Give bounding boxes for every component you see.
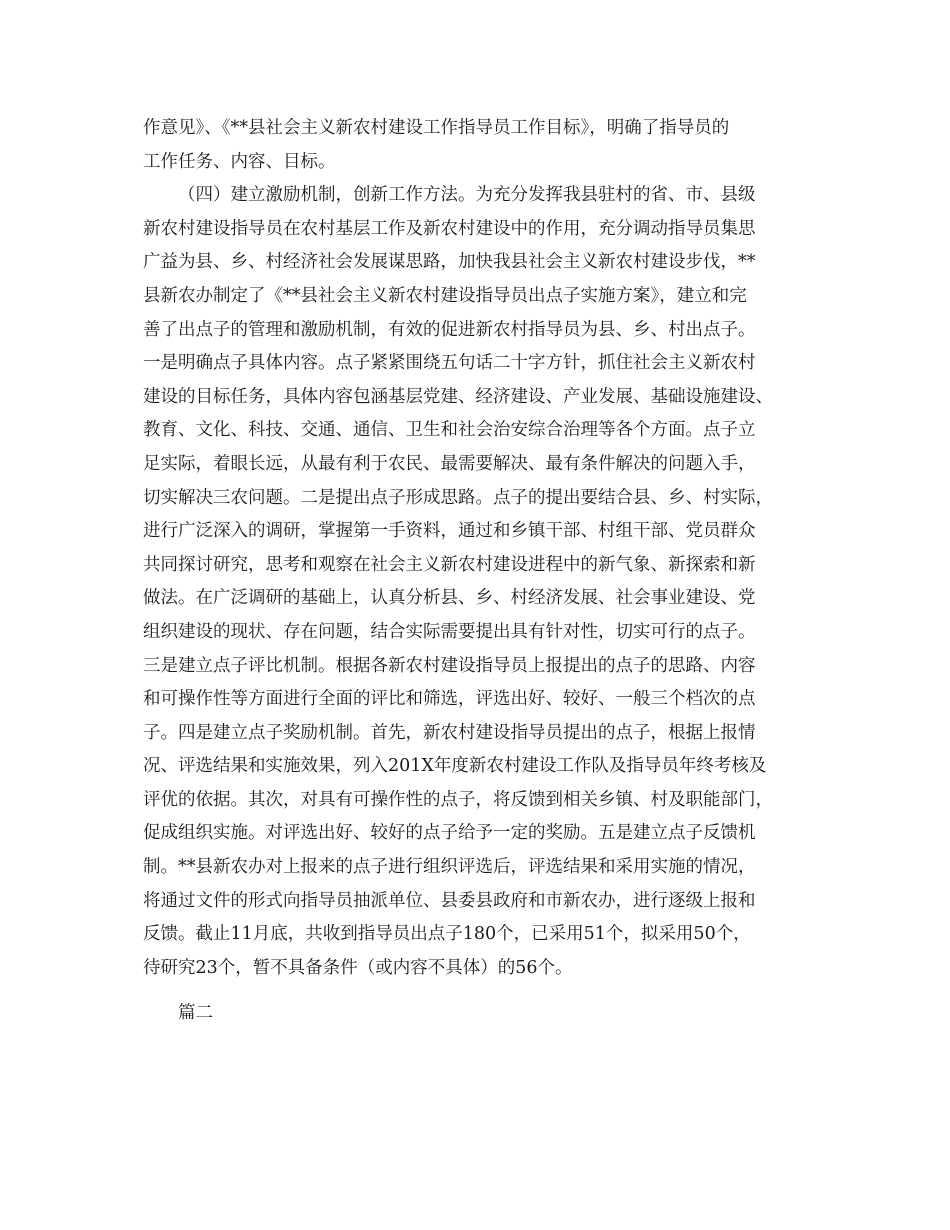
text-line: 切实解决三农问题。二是提出点子形成思路。点子的提出要结合县、乡、村实际， xyxy=(143,487,773,508)
paragraph-start-line: （四）建立激励机制，创新工作方法。为充分发挥我县驻村的省、市、县级 xyxy=(178,185,756,206)
text-line: 善了出点子的管理和激励机制，有效的促进新农村指导员为县、乡、村出点子。 xyxy=(143,319,756,340)
text-line: 广益为县、乡、村经济社会发展谋思路，加快我县社会主义新农村建设步伐，** xyxy=(143,252,756,273)
text-line: 教育、文化、科技、交通、通信、卫生和社会治安综合治理等各个方面。点子立 xyxy=(143,420,756,441)
text-line: 新农村建设指导员在农村基层工作及新农村建设中的作用，充分调动指导员集思 xyxy=(143,218,756,239)
text-line: 建设的目标任务，具体内容包涵基层党建、经济建设、产业发展、基础设施建设、 xyxy=(143,386,773,407)
text-line: 制。**县新农办对上报来的点子进行组织评选后，评选结果和采用实施的情况， xyxy=(143,857,756,878)
text-line: 反馈。截止11月底，共收到指导员出点子180个，已采用51个，拟采用50个， xyxy=(143,924,751,945)
text-line: 作意见》、《**县社会主义新农村建设工作指导员工作目标》，明确了指导员的 xyxy=(143,118,730,138)
text-line: 评优的依据。其次，对具有可操作性的点子，将反馈到相关乡镇、村及职能部门， xyxy=(143,789,773,810)
document-body xyxy=(143,112,813,1031)
text-line: 子。四是建立点子奖励机制。首先，新农村建设指导员提出的点子，根据上报情 xyxy=(143,722,756,743)
text-line: 况、评选结果和实施效果，列入201X年度新农村建设工作队及指导员年终考核及 xyxy=(143,756,767,777)
text-line: 共同探讨研究，思考和观察在社会主义新农村建设进程中的新气象、新探索和新 xyxy=(143,554,756,575)
section-heading: 篇二 xyxy=(178,1003,213,1024)
text-line: 将通过文件的形式向指导员抽派单位、县委县政府和市新农办，进行逐级上报和 xyxy=(143,890,756,911)
text-line: 县新农办制定了《**县社会主义新农村建设指导员出点子实施方案》，建立和完 xyxy=(143,285,747,306)
text-line: 进行广泛深入的调研，掌握第一手资料，通过和乡镇干部、村组干部、党员群众 xyxy=(143,521,756,542)
text-line: 一是明确点子具体内容。点子紧紧围绕五句话二十字方针，抓住社会主义新农村 xyxy=(143,353,756,374)
text-line: 做法。在广泛调研的基础上，认真分析县、乡、村经济发展、社会事业建设、党 xyxy=(143,588,756,609)
paragraph-gap xyxy=(143,985,813,997)
text-line: 足实际，着眼长远，从最有利于农民、最需要解决、最有条件解决的问题入手， xyxy=(143,453,756,474)
text-line: 工作任务、内容、目标。 xyxy=(143,151,336,172)
text-line: 三是建立点子评比机制。根据各新农村建设指导员上报提出的点子的思路、内容 xyxy=(143,655,756,676)
text-line: 组织建设的现状、存在问题，结合实际需要提出具有针对性，切实可行的点子。 xyxy=(143,621,756,642)
text-line: 和可操作性等方面进行全面的评比和筛选，评选出好、较好、一般三个档次的点 xyxy=(143,689,756,710)
text-line: 促成组织实施。对评选出好、较好的点子给予一定的奖励。五是建立点子反馈机 xyxy=(143,823,756,844)
text-line: 待研究23个，暂不具备条件（或内容不具体）的56个。 xyxy=(143,957,573,978)
